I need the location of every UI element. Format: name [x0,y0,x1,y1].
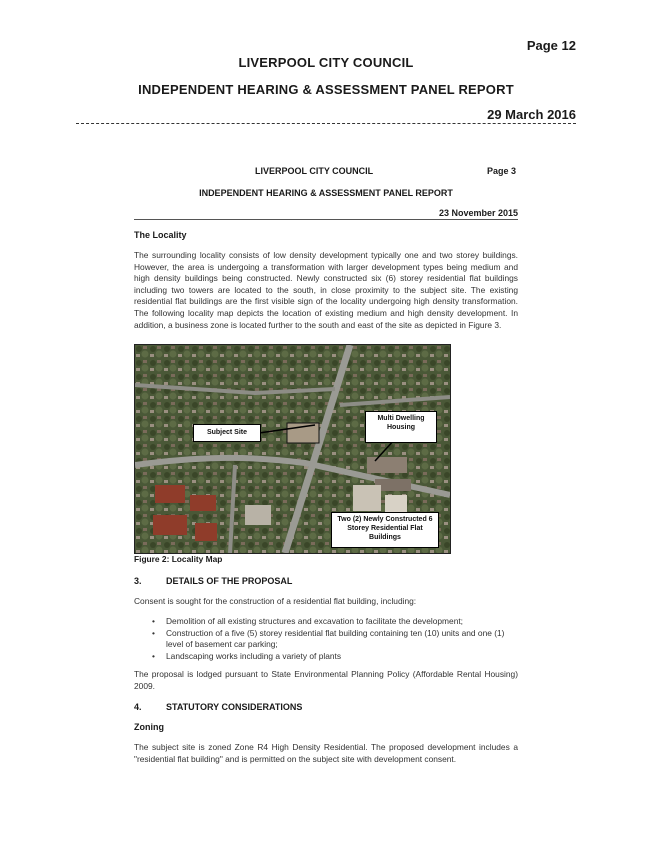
section3-intro: Consent is sought for the construction of a residential flat building, including: [134,596,417,606]
bullet-item [152,616,518,627]
bullet-text: Landscaping works including a variety of plants [166,651,342,661]
inner-report-title: INDEPENDENT HEARING & ASSESSMENT PANEL REPORT [199,188,453,198]
section3-closing: The proposal is lodged pursuant to State Environmental Planning Policy (Affordable Rental Housing) 2009. [134,669,518,691]
bullet-icon: • [152,651,155,661]
section3-title: DETAILS OF THE PROPOSAL [166,576,293,586]
subject-site-callout: Subject Site [193,424,261,442]
locality-paragraph: The surrounding locality consists of low density development typically one and two storey buildings. However, the area is undergoing a transformation with larger development types being medium and high density buildings being constructed. Newly constructed six (6) storey residential flat buildings including two towers are located to the south, in close proximity to the subject site. The existing residential flat buildings are the first visible sign of the locality undergoing high density transformation. The following locality map depicts the location of existing medium and high density development. In addition, a business zone is located further to the south and east of the site as depicted in Figure 3. [134,250,518,330]
section4-number: 4. [134,702,142,712]
bullet-icon: • [152,616,155,626]
bullet-item [152,651,518,662]
bullet-item [152,628,518,650]
multi-dwelling-callout: Multi Dwelling Housing [365,411,437,443]
new-buildings-callout: Two (2) Newly Constructed 6 Storey Residential Flat Buildings [331,512,439,548]
bullet-text: Construction of a five (5) storey residential flat building containing ten (10) units and one (1) level of basement car parking; [166,628,505,649]
outer-report-date: 29 March 2016 [487,107,576,122]
figure-caption: Figure 2: Locality Map [134,554,223,564]
inner-council-name: LIVERPOOL CITY COUNCIL [255,166,374,176]
outer-page-number: Page 12 [526,38,576,53]
bullet-text: Demolition of all existing structures and excavation to facilitate the development; [166,616,464,626]
inner-header-divider [134,219,518,220]
zoning-heading: Zoning [134,722,164,732]
zoning-paragraph: The subject site is zoned Zone R4 High Density Residential. The proposed development includes a "residential flat building" and is permitted on the subject site with development consent. [134,742,518,764]
locality-heading: The Locality [134,230,187,240]
locality-map [134,344,451,554]
section3-number: 3. [134,576,142,586]
bullet-icon: • [152,628,155,638]
outer-report-title: INDEPENDENT HEARING & ASSESSMENT PANEL REPORT [138,82,514,97]
outer-council-name: LIVERPOOL CITY COUNCIL [238,55,414,70]
proposal-bullet-list [152,616,518,663]
inner-page-number: Page 3 [487,166,517,176]
outer-header-divider [76,123,576,124]
inner-report-date: 23 November 2015 [438,208,518,218]
section4-title: STATUTORY CONSIDERATIONS [166,702,303,712]
